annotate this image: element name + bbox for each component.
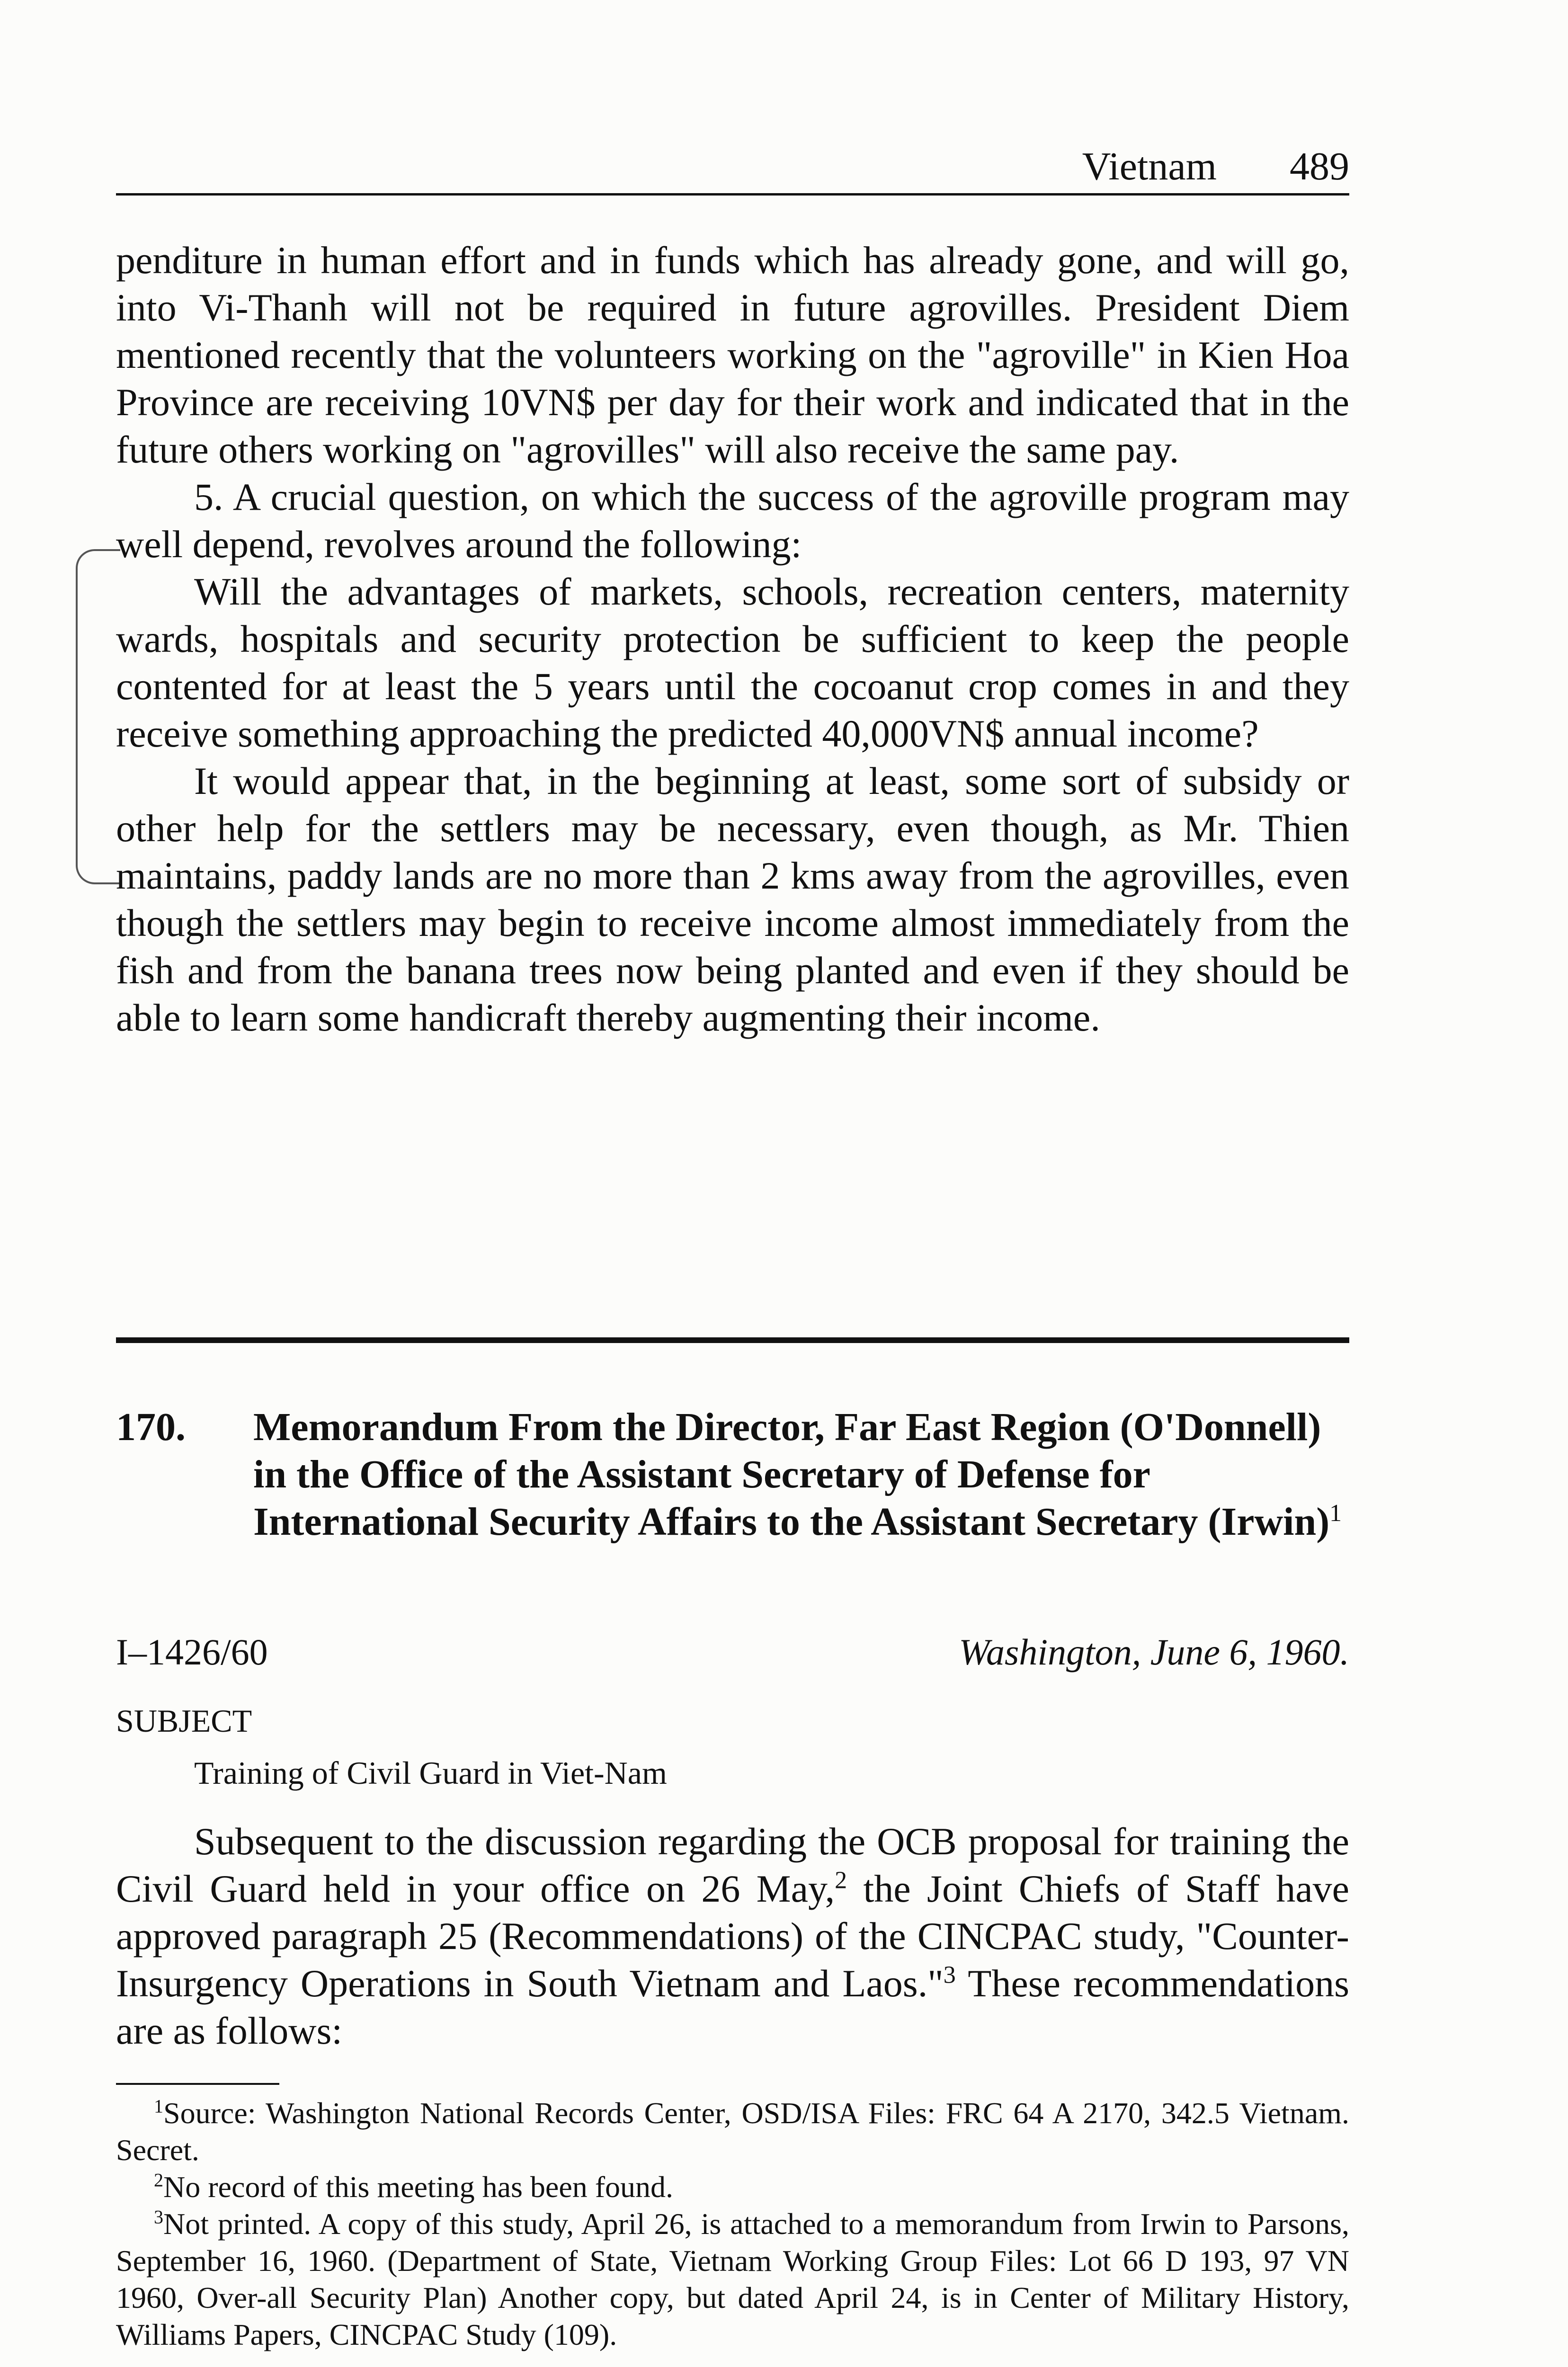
footnote <box>116 2169 1349 2206</box>
continued-text <box>116 237 1349 1041</box>
body-text-part: the Joint Chiefs of Staff have approved paragraph 25 (Recommendations) of the CINCPAC study, "Counter-Insurgency Operations in South Vietnam and Laos." <box>116 1867 1349 2005</box>
running-head <box>116 140 1349 196</box>
subject-label: SUBJECT <box>116 1703 252 1739</box>
footnote-marker: 1 <box>154 2095 163 2117</box>
footnote-marker: 3 <box>154 2206 163 2228</box>
footnote-marker: 2 <box>154 2169 163 2191</box>
footnote-marker: 3 <box>943 1961 956 1989</box>
footnotes <box>116 2095 1349 2353</box>
running-head-title: Vietnam <box>1082 144 1217 188</box>
document-title-text: Memorandum From the Director, Far East Region (O'Donnell) in the Office of the Assistant Secretary of Defense for International Security Affairs to the Assistant Secretary (Irwin) <box>253 1405 1330 1544</box>
body-text-part: Subsequent to the discussion regarding the OCB proposal for training the Civil Guard held in your office on 26 May, <box>116 1820 1349 1910</box>
section-divider <box>116 1337 1349 1343</box>
document-number: 170. <box>116 1405 186 1449</box>
document-id: I–1426/60 <box>116 1631 268 1673</box>
footnote-text: Not printed. A copy of this study, April 26, is attached to a memorandum from Irwin to Parsons, September 16, 1960. (Department of State, Vietnam Working Group Files: Lot 66 D 193, 97 VN 1960, Over-all Security Plan) Another copy, but dated April 24, is in Center of Military History, Williams Papers, CINCPAC Study (109). <box>116 2207 1349 2351</box>
footnote-marker: 2 <box>835 1867 847 1894</box>
place-and-date: Washington, June 6, 1960. <box>959 1631 1349 1673</box>
paragraph: Will the advantages of markets, schools, recreation centers, maternity wards, hospitals and security protection be sufficient to keep the people contented for at least the 5 years until the cocoanut crop comes in and they receive something approaching the predicted 40,000VN$ annual income? <box>116 570 1349 755</box>
footnote-text: Source: Washington National Records Center, OSD/ISA Files: FRC 64 A 2170, 342.5 Vietnam. Secret. <box>116 2096 1349 2167</box>
footnote <box>116 2095 1349 2169</box>
paragraph: 5. A crucial question, on which the success of the agroville program may well depend, revolves around the following: <box>116 475 1349 566</box>
footnote <box>116 2206 1349 2353</box>
subject-text: Training of Civil Guard in Viet-Nam <box>194 1755 667 1791</box>
document-title <box>253 1404 1349 1546</box>
footnote-marker: 1 <box>1329 1500 1342 1527</box>
margin-bracket-annotation <box>76 549 120 884</box>
page-number: 489 <box>1290 144 1349 188</box>
footnote-text: No record of this meeting has been found. <box>163 2170 674 2204</box>
footnote-rule <box>116 2083 279 2085</box>
body-text-part: These recommendations are as follows: <box>116 1962 1349 2052</box>
paragraph: penditure in human effort and in funds which has already gone, and will go, into Vi-Thanh will not be required in future agrovilles. President Diem mentioned recently that the volunteers working on the "agroville" in Kien Hoa Province are receiving 10VN$ per day for their work and indicated that in the future others working on "agrovilles" will also receive the same pay. <box>116 239 1349 471</box>
memo-body <box>116 1818 1349 2055</box>
paragraph: It would appear that, in the beginning at least, some sort of subsidy or other help for the settlers may be necessary, even though, as Mr. Thien maintains, paddy lands are no more than 2 kms away from the agrovilles, even though the settlers may begin to receive income almost immediately from the fish and from the banana trees now being planted and even if they should be able to learn some handicraft thereby augmenting their income. <box>116 759 1349 1039</box>
paragraph <box>116 1818 1349 2055</box>
